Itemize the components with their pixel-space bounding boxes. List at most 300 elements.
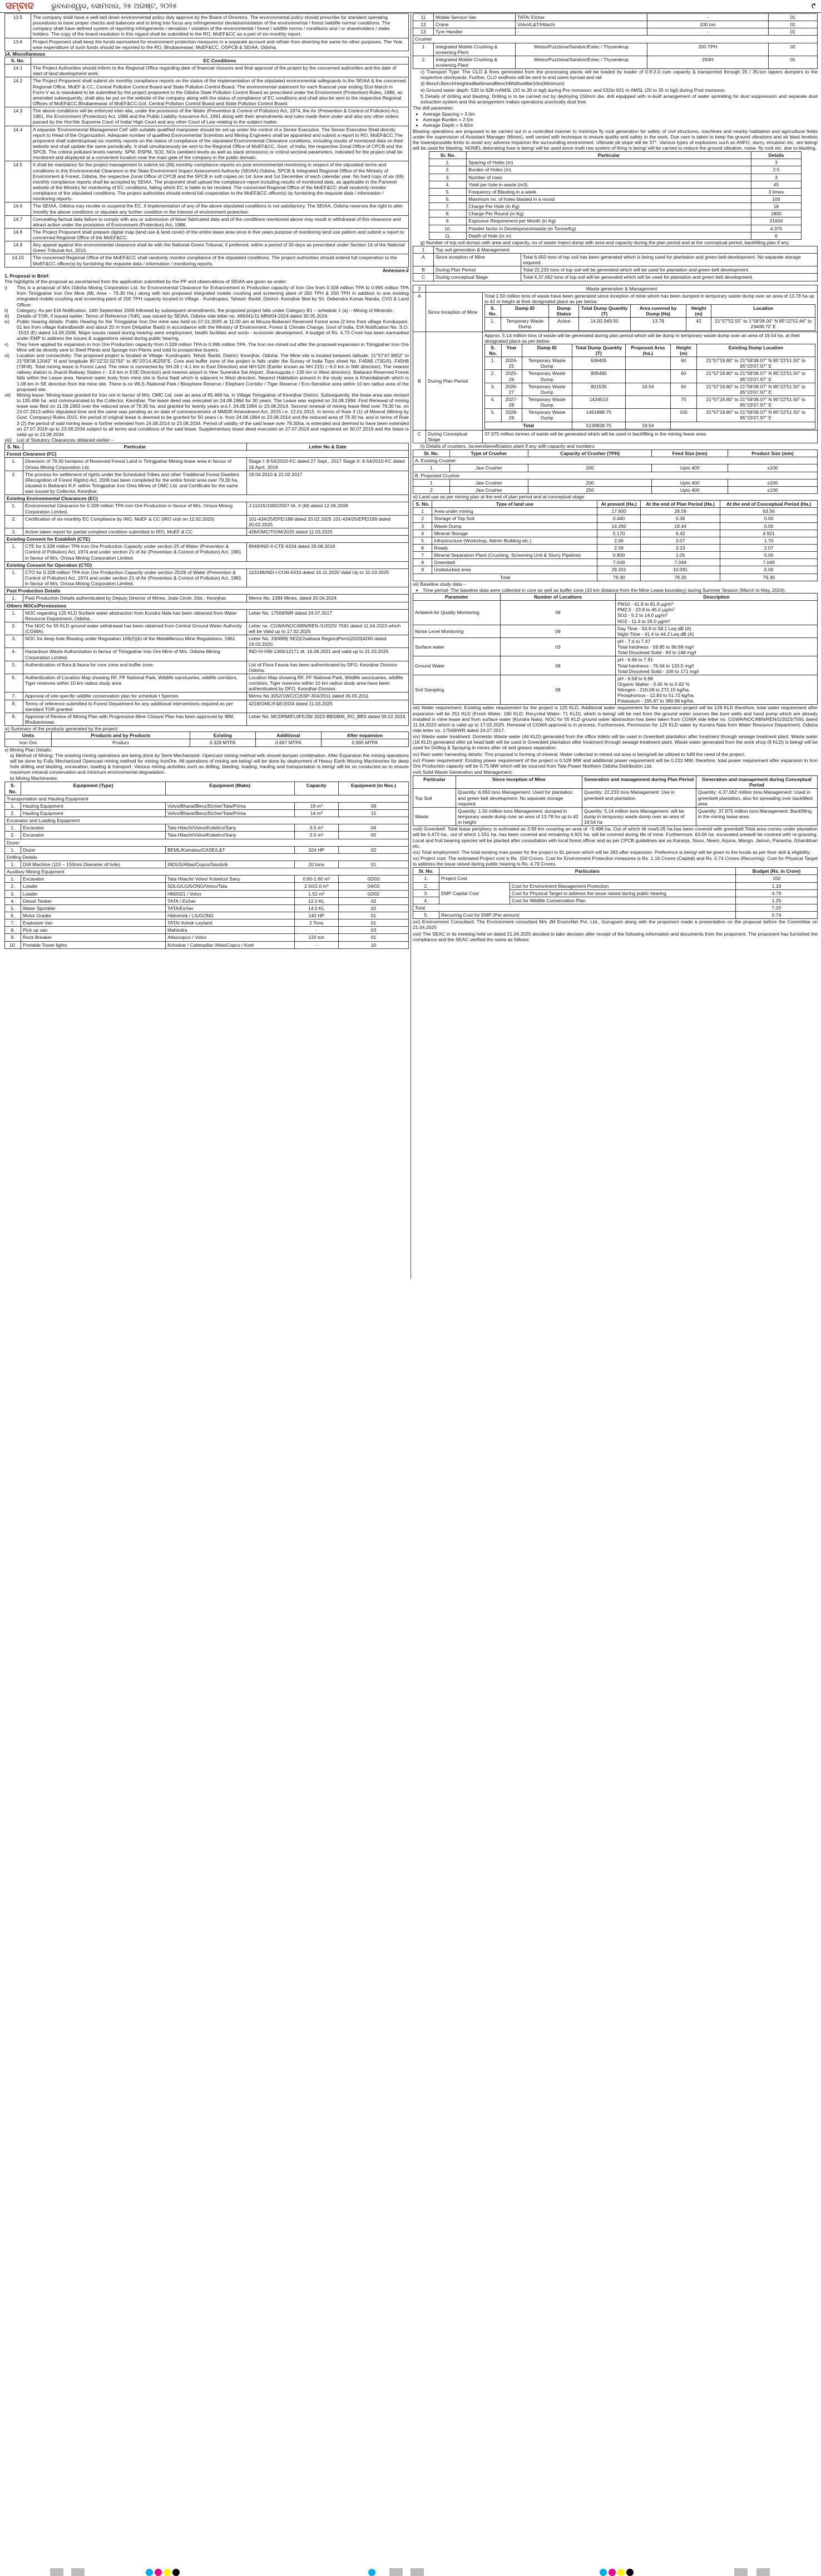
- crusher-cell: 01: [768, 56, 817, 68]
- column-divider: [410, 13, 411, 1279]
- description-line: Total Dissolved Solid - 83 to 148 mg/l: [617, 650, 696, 656]
- machinery-cell: Tata Hitachi/ Volvo/ Kobelco/ Sany: [165, 876, 294, 883]
- table-header-row: [429, 152, 802, 159]
- table-row: [413, 21, 818, 28]
- machinery-cell: -: [516, 28, 647, 36]
- table-row: [413, 56, 818, 68]
- table-row: [5, 810, 409, 817]
- mining-note: e) Ground water depth: 530 to 628 mAMSL (20 to 39 m bgl) during Pre monsoon: and 532to 631 m AMSL (20 to 35 m bgl) during Post monsoon.: [421, 87, 726, 93]
- land-cell: 10.091: [641, 566, 720, 573]
- condition-number: 14.6: [5, 202, 31, 215]
- machinery-cell: 0.90-1.60 m³: [294, 876, 339, 883]
- table-row: [485, 383, 815, 395]
- machinery-cell: 01: [339, 934, 409, 941]
- column-header: Generation and management during Conceptual Period: [696, 776, 817, 789]
- crusher-cell: 1: [413, 464, 450, 472]
- land-cell: 3.07: [641, 537, 720, 544]
- blast-cell: 21600: [751, 217, 801, 225]
- group-row: [5, 587, 409, 595]
- row-letter: A: [413, 292, 426, 332]
- machinery-cell: 2 Tons: [294, 919, 339, 927]
- waste-cell: 19.54: [625, 383, 670, 395]
- table-row: [5, 890, 409, 897]
- cost-particular: Cost for Physical Target to address the issue raised during public hearing: [510, 889, 736, 897]
- table-row: [485, 409, 815, 422]
- machinery-cell: Atlascopco / Volvo: [165, 934, 294, 941]
- group-title: Drilling Details: [5, 853, 409, 861]
- table-row: [429, 166, 802, 174]
- waste-cell: 1461888.75: [572, 409, 626, 422]
- column-header: Sr. No.: [429, 152, 467, 159]
- blast-cell: 1.: [429, 159, 467, 166]
- section-number: 2: [413, 285, 426, 292]
- proposal-item: [4, 392, 409, 437]
- machinery-cell: Portable Tower lights: [21, 941, 166, 948]
- machinery-cell: -: [647, 28, 769, 36]
- description-line: PM10 - 41.9 to 81.9 µg/m³: [617, 601, 674, 607]
- condition-text: The SEIAA, Odisha may revoke or suspend the EC, if implementation of any of the above stipulated conditions is not satisfactory. The SEIAA, Odisha reserves the right to alter /modify the above conditions or stipulate any further condition in the interest of environment protection.: [31, 202, 409, 215]
- crusher-cell: Upto 400: [652, 479, 728, 486]
- column-header: Details: [751, 152, 801, 159]
- machinery-cell: 1.: [5, 802, 21, 809]
- blast-cell: Spacing of Holes (m): [467, 159, 751, 166]
- table-row: [413, 530, 818, 537]
- crusher-cell: Integrated Mobile Crushing & screening Plant: [434, 56, 516, 68]
- total-value: 7.20: [736, 904, 818, 911]
- group-title: Others NOCs/Permissions: [5, 602, 409, 609]
- table-row: [413, 675, 818, 705]
- registration-bar: [410, 2568, 424, 2576]
- waste-cell: 1.: [485, 357, 502, 370]
- crusher-cell: 250H: [647, 56, 769, 68]
- column-header: Location: [711, 305, 815, 318]
- land-cell: 1.05: [641, 552, 720, 559]
- item-number: v): [4, 341, 9, 347]
- column-header: Parameter: [413, 593, 501, 600]
- table-row: [429, 174, 802, 181]
- machinery-cell: Excavator: [21, 832, 166, 839]
- solid-waste-cell: Waste: [413, 807, 456, 825]
- table-row: [429, 159, 802, 166]
- machinery-cell: 1.: [5, 876, 21, 883]
- description-line: Total hardness - 76.04 to 133.5 mg/l: [617, 662, 694, 669]
- land-use-heading: xi) Land use as per mining plan at the end of plan period and at conceptual stage: [413, 493, 585, 500]
- total-value: 79.30: [641, 573, 720, 581]
- proposal-item: [4, 319, 409, 342]
- page-number: ୯: [812, 2, 815, 11]
- table-row: [5, 515, 409, 528]
- machinery-cell: Mobile Service Van: [434, 14, 516, 21]
- row-number: 3.: [5, 528, 23, 535]
- description: [616, 656, 818, 675]
- row-number: 2.: [5, 515, 23, 528]
- table-row: [429, 181, 802, 188]
- blast-cell: Charge Per Hole (in Kg): [467, 203, 751, 210]
- empty-cell: [670, 422, 815, 429]
- machinery-cell: BEML/Komatsu/CASE/L&T: [165, 846, 294, 853]
- machinery-cell: 03: [339, 927, 409, 934]
- letter-date: Letter No. 17569/WR dated 24.07.2017: [247, 609, 409, 622]
- locations: 08: [501, 656, 616, 675]
- machinery-cell: 01: [339, 861, 409, 868]
- cost-particular: Recurring Cost for EMP (Per annum): [439, 912, 736, 919]
- machinery-cell: 3.: [5, 890, 21, 897]
- project-cost-table: [413, 867, 818, 919]
- crusher-cell: Jaw Crusher: [449, 479, 528, 486]
- blast-cell: 3 times: [751, 188, 801, 195]
- letter-date: Letter no. CGWA/NOC/MIN/REN /1/2023/ 7591 dated 11.04.2023 which will be Valid up to 17.02.2025: [247, 622, 409, 635]
- table-row: [413, 559, 818, 566]
- condition-text: The above conditions will be enforced inter-alia, under the provisions of the Water (Prevention & Control of Pollution) Act, 1974, the Air (Prevention & Control of Pollution) Act, 1981, the Environment (Protection) Act, 1986 and the Public Liability Insurance Act, 1991 along with their amendments and rules made there under and also any other orders passed by the Hon'ble Supreme Court of India/ High Court and any other Court of Law relating to the subject matter.: [31, 107, 409, 126]
- products-table: [4, 731, 409, 746]
- crusher-cell: 1: [413, 479, 450, 486]
- waste-cell: 2028-29: [501, 409, 522, 422]
- letter-date: 4218/OMC/F&E/2024 dated 11.03.2025: [247, 700, 409, 713]
- machinery-cell: Volvo/Bharat/Benz/Eicher/Tata/Prima: [165, 810, 294, 817]
- machinery-cell: 12: [413, 21, 434, 28]
- table-row: [5, 228, 409, 241]
- waste-cell: 60: [670, 370, 696, 383]
- table-row: [413, 479, 818, 486]
- particular: Approval of site-specific wildlife conservation plan for schedule I Species: [23, 693, 247, 700]
- miscellaneous-table: [4, 57, 409, 268]
- condition-text: Any appeal against this environmental clearance shall lie with the National Green Tribunal, if preferred, within a period of 30 days as prescribed under Section 16 of the National Green Tribunal Act, 2010.: [31, 241, 409, 254]
- land-cell: 14.260: [597, 522, 641, 530]
- item-text: Mining lease: Mining lease granted for Iron ore in favour of M/s. OMC Ltd. over an area of 85.469 ha. in Village Tiringpahar of Keonjhar District. Subsequently, the lease area was revised to 135.466 ha. and communicated to the Collector, Keonjhar. The lease deed was executed on 24.08.1964 for 30 years. The Lease was expired on 24.08.1994. First Renewal of mining lease was filed on 11.08.1993 over the reduced area of 79.30 ha. and granted for twenty years w.e.f. 24.08.1994 to 23.08.2014. Second renewal of mining lease filed over 79.30 ha. on 23.07.2013 within stipulated time and the same was pending as on date of commencement of MMDR Amendment Act, 2015 i.e. 12.01.2015. In terms of Rule 3 (1) of Mineral (Mining by Govt. Company) Rules 2015, the period of original lease is deemed to be granted for 50 years i.e. from 24.08.1964 to 23.08.2014 and the reduced area of 79.30 ha. and in terms of Rule 3 (2) the period of said mining lease is further extended from 24.08.2014 to 23.08.2034. Period of validity of the said lease over 79.30ha. is extended and deemed to have been extended on 27.07.2019 up to 23.08.2034 subject to all terms and conditions of the said lease. Supplementary lease deed executed on 27.07.2019 and registered on 30.07.2019 and the lease is valid up to 23.08.2034: [17, 392, 409, 437]
- proposal-intro: The highlights of the proposal as ascertained from the application submitted by the PP and observations of SEIAA are given as under:: [4, 279, 288, 285]
- blast-cell: 45: [751, 181, 801, 188]
- table-row: [5, 802, 409, 809]
- letter-date: 110248/IND-I-CON-6333 dated 16.11.2020 Valid Up to 31.03.2025: [247, 568, 409, 587]
- crusher-cell: 250: [528, 486, 651, 493]
- total-quantity: 5139828.75: [572, 422, 626, 429]
- letter-date: 8948/IND-II-CTE-6334 dated 29.08.2019: [247, 543, 409, 561]
- table-row: [5, 38, 409, 51]
- row-label: Since inception of Mine: [434, 254, 521, 266]
- land-cell: 2.06: [597, 537, 641, 544]
- machinery-cell: 04: [339, 824, 409, 832]
- table-row: [413, 882, 818, 889]
- group-title: Past Production Details: [5, 587, 409, 595]
- land-cell: 0.00: [720, 522, 818, 530]
- locations: 08: [501, 675, 616, 705]
- waste-table: [413, 285, 818, 443]
- particular: The process for settlement of rights under the Scheduled Tribes and other Traditional Forest Dwellers (Recognition of Forest Rights) Act, 2006 has been completed for the entire forest area over 79.30 ha. situated in Baitarani R.F. within Tiringpahar Iron Ores Mines of OMC Ltd. and Certificate for the same was issued by Collector, Keonjhar.: [23, 471, 247, 495]
- condition-number: 13.6: [5, 38, 31, 51]
- waste-cell: 60: [670, 357, 696, 370]
- table-row: [413, 601, 818, 625]
- item-text: They have applied for expansion in Iron Ore Production capacity from 0.328 million TPA to 0.995 million TPA. The Iron ore mined out after the proposed expansion in Tiringpahar Iron Ore Mine will be directly sent to Steel Plants and Sponge iron Plants and sold to prospective buyers.: [17, 341, 409, 353]
- cost-category: EMP Capital Cost: [439, 882, 510, 904]
- blast-cell: 8.: [429, 210, 467, 217]
- table-row: [5, 832, 409, 839]
- machinery-cell: 120 ton: [294, 934, 339, 941]
- crusher-cell: Upto 400: [652, 486, 728, 493]
- registration-bar: [71, 2568, 85, 2576]
- land-cell: 7.049: [720, 559, 818, 566]
- cyan-swatch: [600, 2569, 607, 2576]
- land-cell: 6: [413, 544, 432, 551]
- table-row: [413, 14, 818, 21]
- machinery-cell: 140 HP: [294, 912, 339, 919]
- table-row: [413, 807, 818, 825]
- right-column: [413, 13, 818, 943]
- column-header: EC Conditions: [31, 57, 409, 64]
- topsoil-table: [413, 246, 818, 281]
- machinery-cell: SDLG/LIUGONG/Volvo/Tata: [165, 883, 294, 890]
- row-text: Total 6,650 tons of top soil has been generated which is being used for plantation and green belt development. No separate storage required.: [521, 254, 818, 266]
- column-header: Particulars: [439, 868, 736, 875]
- description-line: PM2.5 - 23.9 to 45.0 µg/m³: [617, 607, 675, 613]
- registration-bar: [389, 2568, 403, 2576]
- table-row: [413, 486, 818, 493]
- machinery-cell: 2.: [5, 883, 21, 890]
- condition-text: The concerned Regional Office of the MoEF&CC shall randomly monitor compliance of the stipulated conditions. The project authorities should extend full cooperation to the MoEF&CC officer(s) by furnishing the requisite data / information / monitoring reports.: [31, 254, 409, 267]
- table-header-row: [413, 285, 818, 292]
- magenta-swatch: [609, 2569, 616, 2576]
- table-row: [5, 254, 409, 267]
- cost-number: 4.: [413, 897, 439, 904]
- crusher-cell: 1: [413, 43, 434, 56]
- blast-cell: 100: [751, 195, 801, 202]
- land-cell: 2.07: [720, 544, 818, 551]
- crusher-cell: ≤100: [728, 479, 818, 486]
- land-cell: 6.42: [641, 530, 720, 537]
- group-row: [5, 868, 409, 876]
- solid-waste-cell: Quantity: 1.50 million tons Management: dumped in temporary waste dump over an area of 13.78 ha up to 42 m height: [456, 807, 582, 825]
- row-number: 8.: [5, 700, 23, 713]
- table-row: [429, 210, 802, 217]
- group-row: [413, 36, 818, 43]
- crusher-cell: 2: [413, 486, 450, 493]
- column-header: At the end of Conceptual Period (Ha.): [720, 501, 818, 508]
- machinery-cell: 324 HP: [294, 846, 339, 853]
- land-cell: 1: [413, 508, 432, 515]
- machinery-cell: Diesel Tanker: [21, 897, 166, 904]
- particular: Diversion of 79.30 hectares of Reserved Forest Land in Tiringpahar Mining lease area in favour of Orissa Mining Corporation Ltd.: [23, 458, 247, 471]
- waste-cell: 4.: [485, 396, 502, 409]
- machinery-cell: Tata Hitachi/Volvo/Kobelco/Sany: [165, 832, 294, 839]
- condition-number: 14.2: [5, 77, 31, 107]
- proposal-item: [4, 285, 409, 308]
- letter-date: 19.04.2010 & 22.02.2017: [247, 471, 409, 495]
- table-row: [485, 396, 815, 409]
- column-header: Letter No & Date: [247, 443, 409, 451]
- drill-parameter: • Average Burden = 2.5m: [423, 117, 818, 122]
- header-date: ଭୁବନେଶ୍ୱର, ସୋମବାର, ୨୫ ଅଗଷ୍ଟ, ୨୦୨୫: [51, 2, 177, 11]
- registration-bar: [50, 2568, 63, 2576]
- waste-cell: 1434510: [572, 396, 626, 409]
- row-label: During Plan Period: [434, 266, 521, 274]
- project-detail: xvii) Solid Waste Generation and Management:: [413, 769, 513, 775]
- blast-cell: 6.: [429, 195, 467, 202]
- letter-date: Memo No 3052/1WC(C)SSP-304/2011 dated 05.05.2011: [247, 693, 409, 700]
- column-header: Equipment (in Nos.): [339, 782, 409, 795]
- column-header: Year: [501, 344, 522, 357]
- mining-note: f) Details of drilling and blasting: Drilling is to be carried out by deploying 150mm dia. drill equipped with in-built arrangement of water sprinkling for dust suppression and separate dust extraction system and this arrangement makes operations practically dust free.: [421, 93, 818, 105]
- section-number: 1: [413, 246, 434, 253]
- waste-cell: 1.: [485, 318, 501, 330]
- waste-intro: Total 1.50 million tons of waste have been generated since inception of mine which has been dumped in temporary waste dump over an area of 13.78 ha up to 42 m height at their designated place as per below:: [484, 293, 814, 304]
- table-row: [413, 266, 818, 274]
- condition-number: 14.8: [5, 228, 31, 241]
- crusher-cell: Upto 400: [652, 464, 728, 472]
- drill-parameter-list: [413, 111, 818, 128]
- description: [616, 675, 818, 705]
- waste-cell: 21°57'19.80" to 21°58'08.07" N 85°22'51.50" to 85°23'07.97" E: [696, 409, 815, 422]
- table-row: [5, 215, 409, 228]
- column-header: Height (m): [686, 305, 711, 318]
- table-row: [413, 508, 818, 515]
- letter-date: 428/OMC/TIOM/2025 dated 11.03.2025: [247, 528, 409, 535]
- land-cell: 28.59: [641, 508, 720, 515]
- table-row: [413, 544, 818, 551]
- column-header: S. No.: [485, 305, 501, 318]
- table-row: [413, 522, 818, 530]
- section-title: ix) Summary of the products generated by the project:: [4, 726, 118, 732]
- table-row: [5, 622, 409, 635]
- waste-cell: Temporary Waste Dump: [522, 409, 572, 422]
- row-number: 9.: [5, 713, 23, 725]
- land-cell: 7: [413, 552, 432, 559]
- total-label: Total: [413, 904, 736, 911]
- machinery-cell: 12.0 KL: [294, 897, 339, 904]
- product-cell: Iron Ore: [5, 739, 52, 746]
- machinery-cell: 02/02: [339, 890, 409, 897]
- item-number: vi): [4, 352, 10, 358]
- table-row: [413, 552, 818, 559]
- blast-cell: 18: [751, 203, 801, 210]
- machinery-cell: Crane: [434, 21, 516, 28]
- table-row: [5, 661, 409, 674]
- machinery-cell: Motor Grader: [21, 912, 166, 919]
- machinery-cell: TATA/ Ashok Leyland: [165, 919, 294, 927]
- column-header: At present (Ha.): [597, 501, 641, 508]
- group-row: [5, 561, 409, 568]
- machinery-cell: Water Sprinkler: [21, 904, 166, 912]
- blast-cell: 9.: [429, 217, 467, 225]
- machinery-cell: Hidromek / LIUGONG: [165, 912, 294, 919]
- project-detail: xviii) Greenbelt: Total lease periphery is estimated as 3.99 km covering an area of ~5.498 ha. Out of which till now5.05 ha.has been covered with greenbelt.Total area comes under plantation will be 6.472 ha., out of which 1.551 ha. has been covered and remaining 4.921 ha. will be covered during life of mine. Furthermore, 63.56 ha. excavated areawill be covered with re-grassing. Local and fruit bearing species will be planted after consultation with local forest officer and as per CPCB guidelines are as Karanja, Sisso, Neem, Arjuna, Mango, Jamun, Panasha, Ghambhari etc.: [413, 826, 818, 849]
- row-label: During Conceptual Stage: [426, 430, 483, 443]
- land-cell: 29.331: [597, 566, 641, 573]
- group-title: Excavator and Loading Equipment: [5, 817, 409, 824]
- column-header: Sl. No.: [413, 868, 439, 875]
- machinery-cell: 04/03: [339, 883, 409, 890]
- machinery-continued-table: [413, 13, 818, 69]
- column-header: Dump Status: [549, 305, 578, 318]
- item-number: vii): [4, 392, 11, 398]
- table-row: [5, 713, 409, 725]
- row-number: 3.: [5, 635, 23, 648]
- description-line: Organic Matter - 0.45 % to 0.82 %: [617, 681, 690, 687]
- particular: Certification of six-monthly EC Compliance by IRO, MoEF & CC (IRO visit on 12.02.2025): [23, 515, 247, 528]
- condition-number: 14.4: [5, 126, 31, 161]
- group-row: [5, 451, 409, 458]
- product-cell: 0.995 MTPA: [321, 739, 408, 746]
- group-row: [413, 457, 818, 464]
- table-row: [5, 65, 409, 77]
- table-row: [5, 927, 409, 934]
- column-header: Total Dump Quantity (T): [578, 305, 630, 318]
- cost-particular: Cost for Environment Management Protection: [510, 882, 736, 889]
- registration-bar: [756, 2568, 770, 2576]
- table-row: [413, 292, 818, 332]
- table-row: [5, 824, 409, 832]
- column-header: Dump ID: [501, 305, 549, 318]
- column-header: Type of land use: [432, 501, 597, 508]
- machinery-cell: 01: [768, 28, 817, 36]
- blast-cell: Frequency of Blasting in a week: [467, 188, 751, 195]
- table-header-row: [413, 868, 818, 875]
- row-letter: B: [413, 332, 426, 430]
- waste-cell: 14,92,949.50: [578, 318, 630, 330]
- column-header: Budget (Rs. in Crore): [736, 868, 818, 875]
- machinery-cell: 13: [413, 28, 434, 36]
- cost-number: 1.: [413, 875, 439, 882]
- table-row: [5, 161, 409, 202]
- machinery-cell: Pick up van: [21, 927, 166, 934]
- table-row: [5, 693, 409, 700]
- table-row: [485, 357, 815, 370]
- particular: NOC for deep hole Blasting under Regulation 106(2)(b) of the Metalliferous Mine Regulations, 1961: [23, 635, 247, 648]
- machinery-cell: 01: [339, 912, 409, 919]
- row-content: [483, 292, 818, 332]
- row-number: 6.: [5, 674, 23, 693]
- machinery-cell: 2.5 m³: [294, 832, 339, 839]
- solid-waste-cell: Quantity: 4,37,062 million tons Management: Used in greenbelt plantation, also for spreading over backfilled area: [696, 789, 817, 807]
- land-cell: Roads: [432, 544, 597, 551]
- machinery-cell: 02: [339, 904, 409, 912]
- solid-waste-cell: Quantity: 5.14 million tons Management: will be dump in temporary waste dump over an area of 19.54 ha: [582, 807, 696, 825]
- group-row: [413, 472, 818, 479]
- row-number: 1.: [5, 502, 23, 515]
- land-cell: 0.00: [720, 552, 818, 559]
- table-row: [5, 568, 409, 587]
- particular: Authentication of Location Map showing RF, PF National Park, Wildlife sanctuaries, wildlife corridors, Tiger reserves within 10 km radius study area: [23, 674, 247, 693]
- description-line: Potassium - 195.67 to 380.96 kg/ha.: [617, 698, 695, 704]
- machinery-cell: 3.5 m³: [294, 824, 339, 832]
- letter-date: Letter No. 330899| SEZ|Chaibasa Region|Perm|2020|4260 dated 19.03.2020.: [247, 635, 409, 648]
- table-row: [413, 789, 818, 807]
- column-header: Particular: [467, 152, 751, 159]
- column-header: Height (m): [670, 344, 696, 357]
- machinery-cell: 2.: [5, 810, 21, 817]
- waste-cell: 21°57'52.55" to 1°58'08.00" N 85°22'52.44" to 23#08.72' E: [711, 318, 815, 330]
- group-title: Forest Clearance (FC): [5, 451, 409, 458]
- machinery-cell: Rock Breaker: [21, 934, 166, 941]
- condition-text: The Project Proponent shall prepare digital map (land use & land cover) of the entire lease area once in five years purpose of monitoring land use pattern and submit a report to concerned Regional Office of the MoEF&CC.: [31, 228, 409, 241]
- row-number: 5.: [5, 661, 23, 674]
- waste-intro: Approx. 5.14 million tons of waste will be generated during plan period which will be dump in temporary waste dump over an area of 19.54 ha. at their designated place as per below:: [484, 332, 800, 344]
- table-row: [5, 861, 409, 868]
- machinery-cell: 8.: [5, 927, 21, 934]
- waste-cell: Active: [549, 318, 578, 330]
- crusher-cell: Integrated Mobile Crushing & screening Plant: [434, 43, 516, 56]
- row-text: Total 22,233 tons of top soil will be generated which will be used for plantation and green belt development.: [521, 266, 818, 274]
- land-cell: 3.23: [641, 544, 720, 551]
- blast-cell: Maximum no. of holes blasted in a round: [467, 195, 751, 202]
- table-row: [5, 904, 409, 912]
- machinery-cell: 20 tons: [294, 861, 339, 868]
- table-row: [5, 77, 409, 107]
- column-header: Units: [5, 732, 52, 739]
- table-row: [5, 241, 409, 254]
- table-header-row: [413, 246, 818, 253]
- blasting-text: Blasting operations are proposed to be carried out in a controlled manner to minimize fly rock generation for safety of civil structures, machines and nearby habitation and agricultural fields under the supervision of Assistant Manager (Mines), well versed with technique to ensure quality and safety in the work. Due care is taken to keep the ground vibrations and air blast levelsto the lowestpossible limits to avoid any adverse impacton the surrounding environment. Ultimate pit slope will be 37°. Various types of explosives such as ANFO, slurry, emulsion etc. are being/ will be used for blasting. NONEL detonating fuse is being/ will be used since multi row system of firing is being/ will be carried to reduce the ground vibration, noise, fly rock etc. due to blasting.: [413, 128, 818, 151]
- machinery-cell: 1.: [5, 861, 21, 868]
- row-number: 1.: [5, 609, 23, 622]
